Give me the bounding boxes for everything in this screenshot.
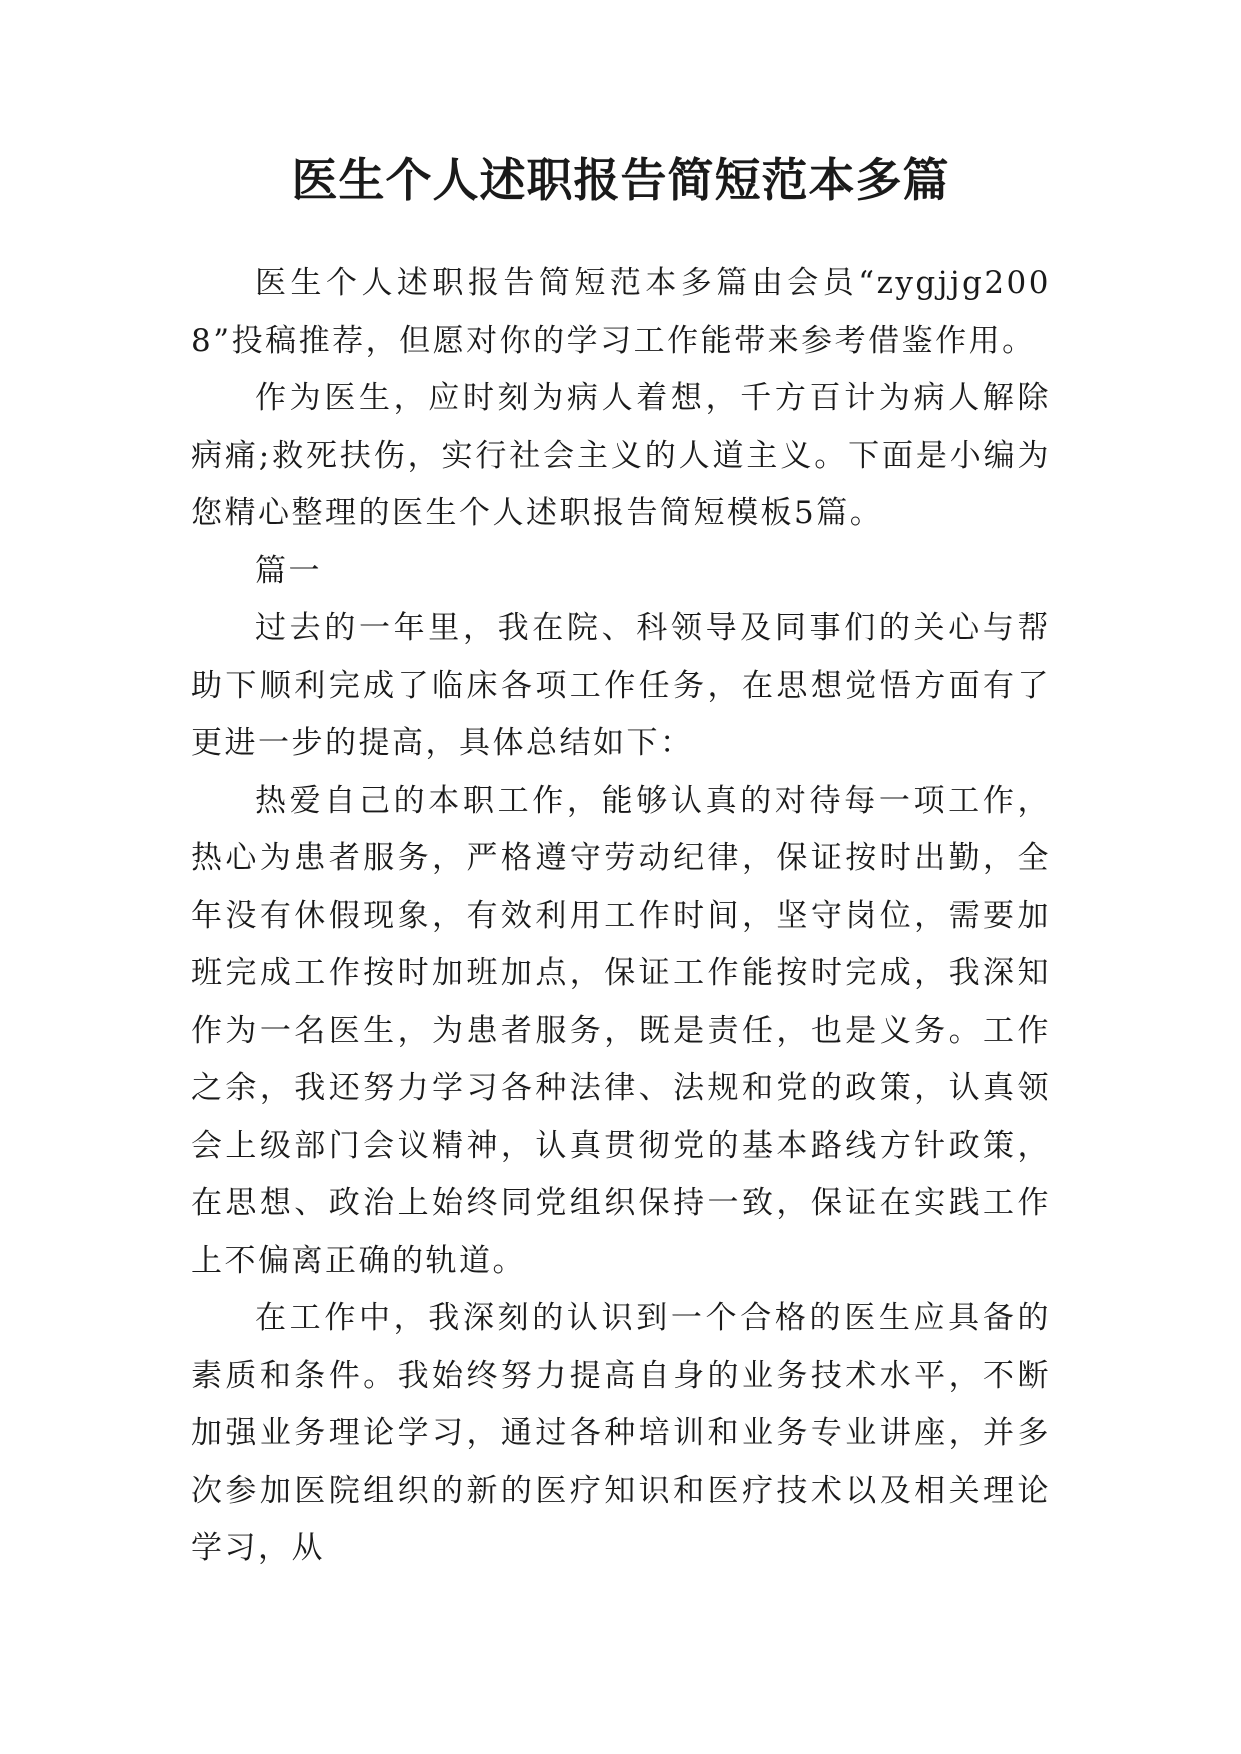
section-heading: 篇一	[255, 552, 322, 589]
paragraph-professional-study: 在工作中，我深刻的认识到一个合格的医生应具备的素质和条件。我始终努力提高自身的业务技术水平，不断加强业务理论学习，通过各种培训和业务专业讲座，并多次参加医院组织的新的医疗知识和医疗技术以及相关理论学习，从	[191, 1300, 1051, 1566]
paragraph-work-attitude: 热爱自己的本职工作，能够认真的对待每一项工作，热心为患者服务，严格遵守劳动纪律，保证按时出勤，全年没有休假现象，有效利用工作时间，坚守岗位，需要加班完成工作按时加班加点，保证工作能按时完成，我深知作为一名医生，为患者服务，既是责任，也是义务。工作之余，我还努力学习各种法律、法规和党的政策，认真领会上级部门会议精神，认真贯彻党的基本路线方针政策，在思想、政治上始终同党组织保持一致，保证在实践工作上不偏离正确的轨道。	[191, 782, 1051, 1279]
paragraph-intro: 医生个人述职报告简短范本多篇由会员“zygjjg2008”投稿推荐，但愿对你的学习工作能带来参考借鉴作用。	[191, 265, 1051, 359]
document-title: 医生个人述职报告简短范本多篇	[291, 153, 950, 207]
paragraph-preface: 作为医生，应时刻为病人着想，千方百计为病人解除病痛;救死扶伤，实行社会主义的人道主义。下面是小编为您精心整理的医生个人述职报告简短模板5篇。	[191, 380, 1051, 531]
document-body	[191, 255, 1051, 1578]
paragraph-summary: 过去的一年里，我在院、科领导及同事们的关心与帮助下顺利完成了临床各项工作任务，在思想觉悟方面有了更进一步的提高，具体总结如下：	[191, 610, 1051, 761]
